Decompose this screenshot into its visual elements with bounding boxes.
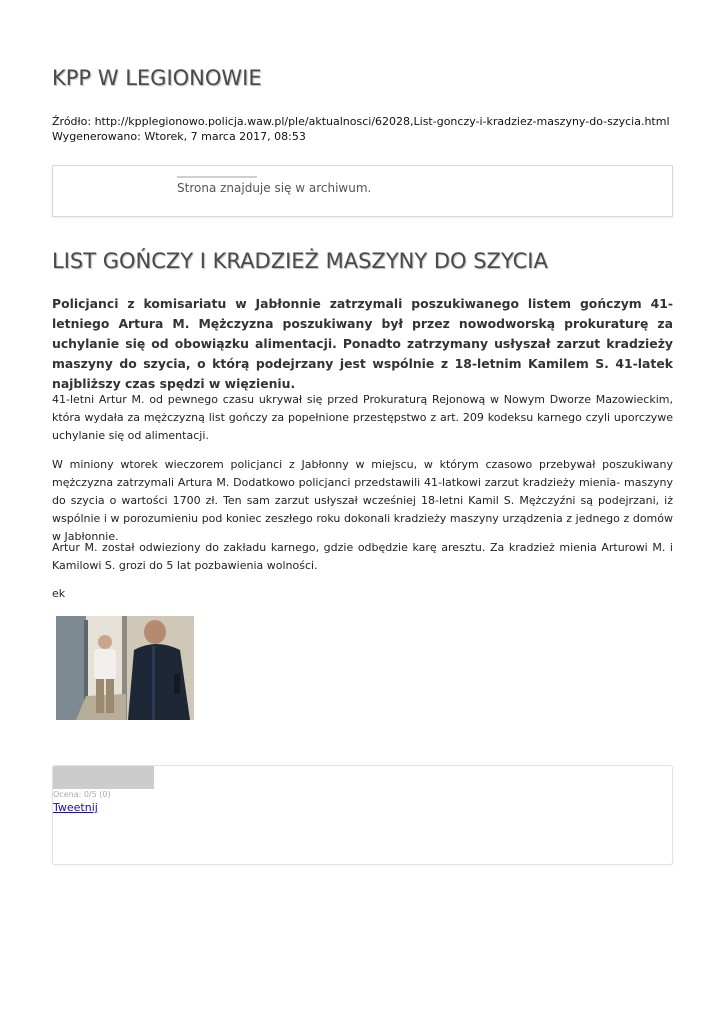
source-line: Źródło: http://kpplegionowo.policja.waw.pl/ple/aktualnosci/62028,List-gonczy-i-kradziez-maszyny-do-szycia.html bbox=[52, 115, 670, 128]
tweet-link[interactable]: Tweetnij bbox=[53, 801, 98, 814]
photo-police-escort bbox=[56, 616, 194, 720]
rating-text: Ocena: 0/5 (0) bbox=[53, 790, 111, 799]
article-paragraph: 41-letni Artur M. od pewnego czasu ukrywał się przed Prokuraturą Rejonową w Nowym Dworze Mazowieckim, która wydała za mężczyzną list gończy za popełnione przestępstwo z art. 209 kodeksu karnego czyli uporczywe uchylanie się od alimentacji. bbox=[52, 393, 673, 442]
article-signature: ek bbox=[52, 587, 66, 600]
rating-box bbox=[52, 765, 673, 865]
article-photo[interactable] bbox=[56, 616, 194, 720]
meta-info bbox=[52, 114, 670, 144]
archive-divider bbox=[177, 176, 257, 178]
article-lead: Policjanci z komisariatu w Jabłonnie zatrzymali poszukiwanego listem gończym 41-letniego Artura M. Mężczyzna poszukiwany był przez nowodworską prokuraturę za uchylanie się od obowiązku alimentacji. Ponadto zatrzymany usłyszał zarzut kradzieży maszyny do szycia, o którą podejrzany jest wspólnie z 18-letnim Kamilem S. 41-latek najbliższy czas spędzi w więzieniu. bbox=[52, 296, 673, 391]
archive-message: Strona znajduje się w archiwum. bbox=[177, 181, 372, 195]
site-title: KPP W LEGIONOWIE bbox=[52, 66, 262, 90]
archive-notice bbox=[52, 165, 673, 217]
article-paragraph: Artur M. został odwieziony do zakładu karnego, gdzie odbędzie karę aresztu. Za kradzież mienia Arturowi M. i Kamilowi S. grozi do 5 lat pozbawienia wolności. bbox=[52, 541, 673, 572]
article-title: LIST GOŃCZY I KRADZIEŻ MASZYNY DO SZYCIA bbox=[52, 249, 548, 273]
rating-stars-bar[interactable] bbox=[53, 766, 154, 789]
generated-line: Wygenerowano: Wtorek, 7 marca 2017, 08:53 bbox=[52, 130, 306, 143]
article-paragraph: W miniony wtorek wieczorem policjanci z Jabłonny w miejscu, w którym czasowo przebywał poszukiwany mężczyzna zatrzymali Artura M. Dodatkowo policjanci przedstawili 41-latkowi zarzut kradzieży mienia- maszyny do szycia o wartości 1700 zł. Ten sam zarzut usłyszał wcześniej 18-letni Kamil S. Mężczyźni są podejrzani, iż wspólnie i w porozumieniu pod koniec zeszłego roku dokonali kradzieży maszyny urządzenia z jednego z domów w Jabłonnie. bbox=[52, 458, 673, 543]
